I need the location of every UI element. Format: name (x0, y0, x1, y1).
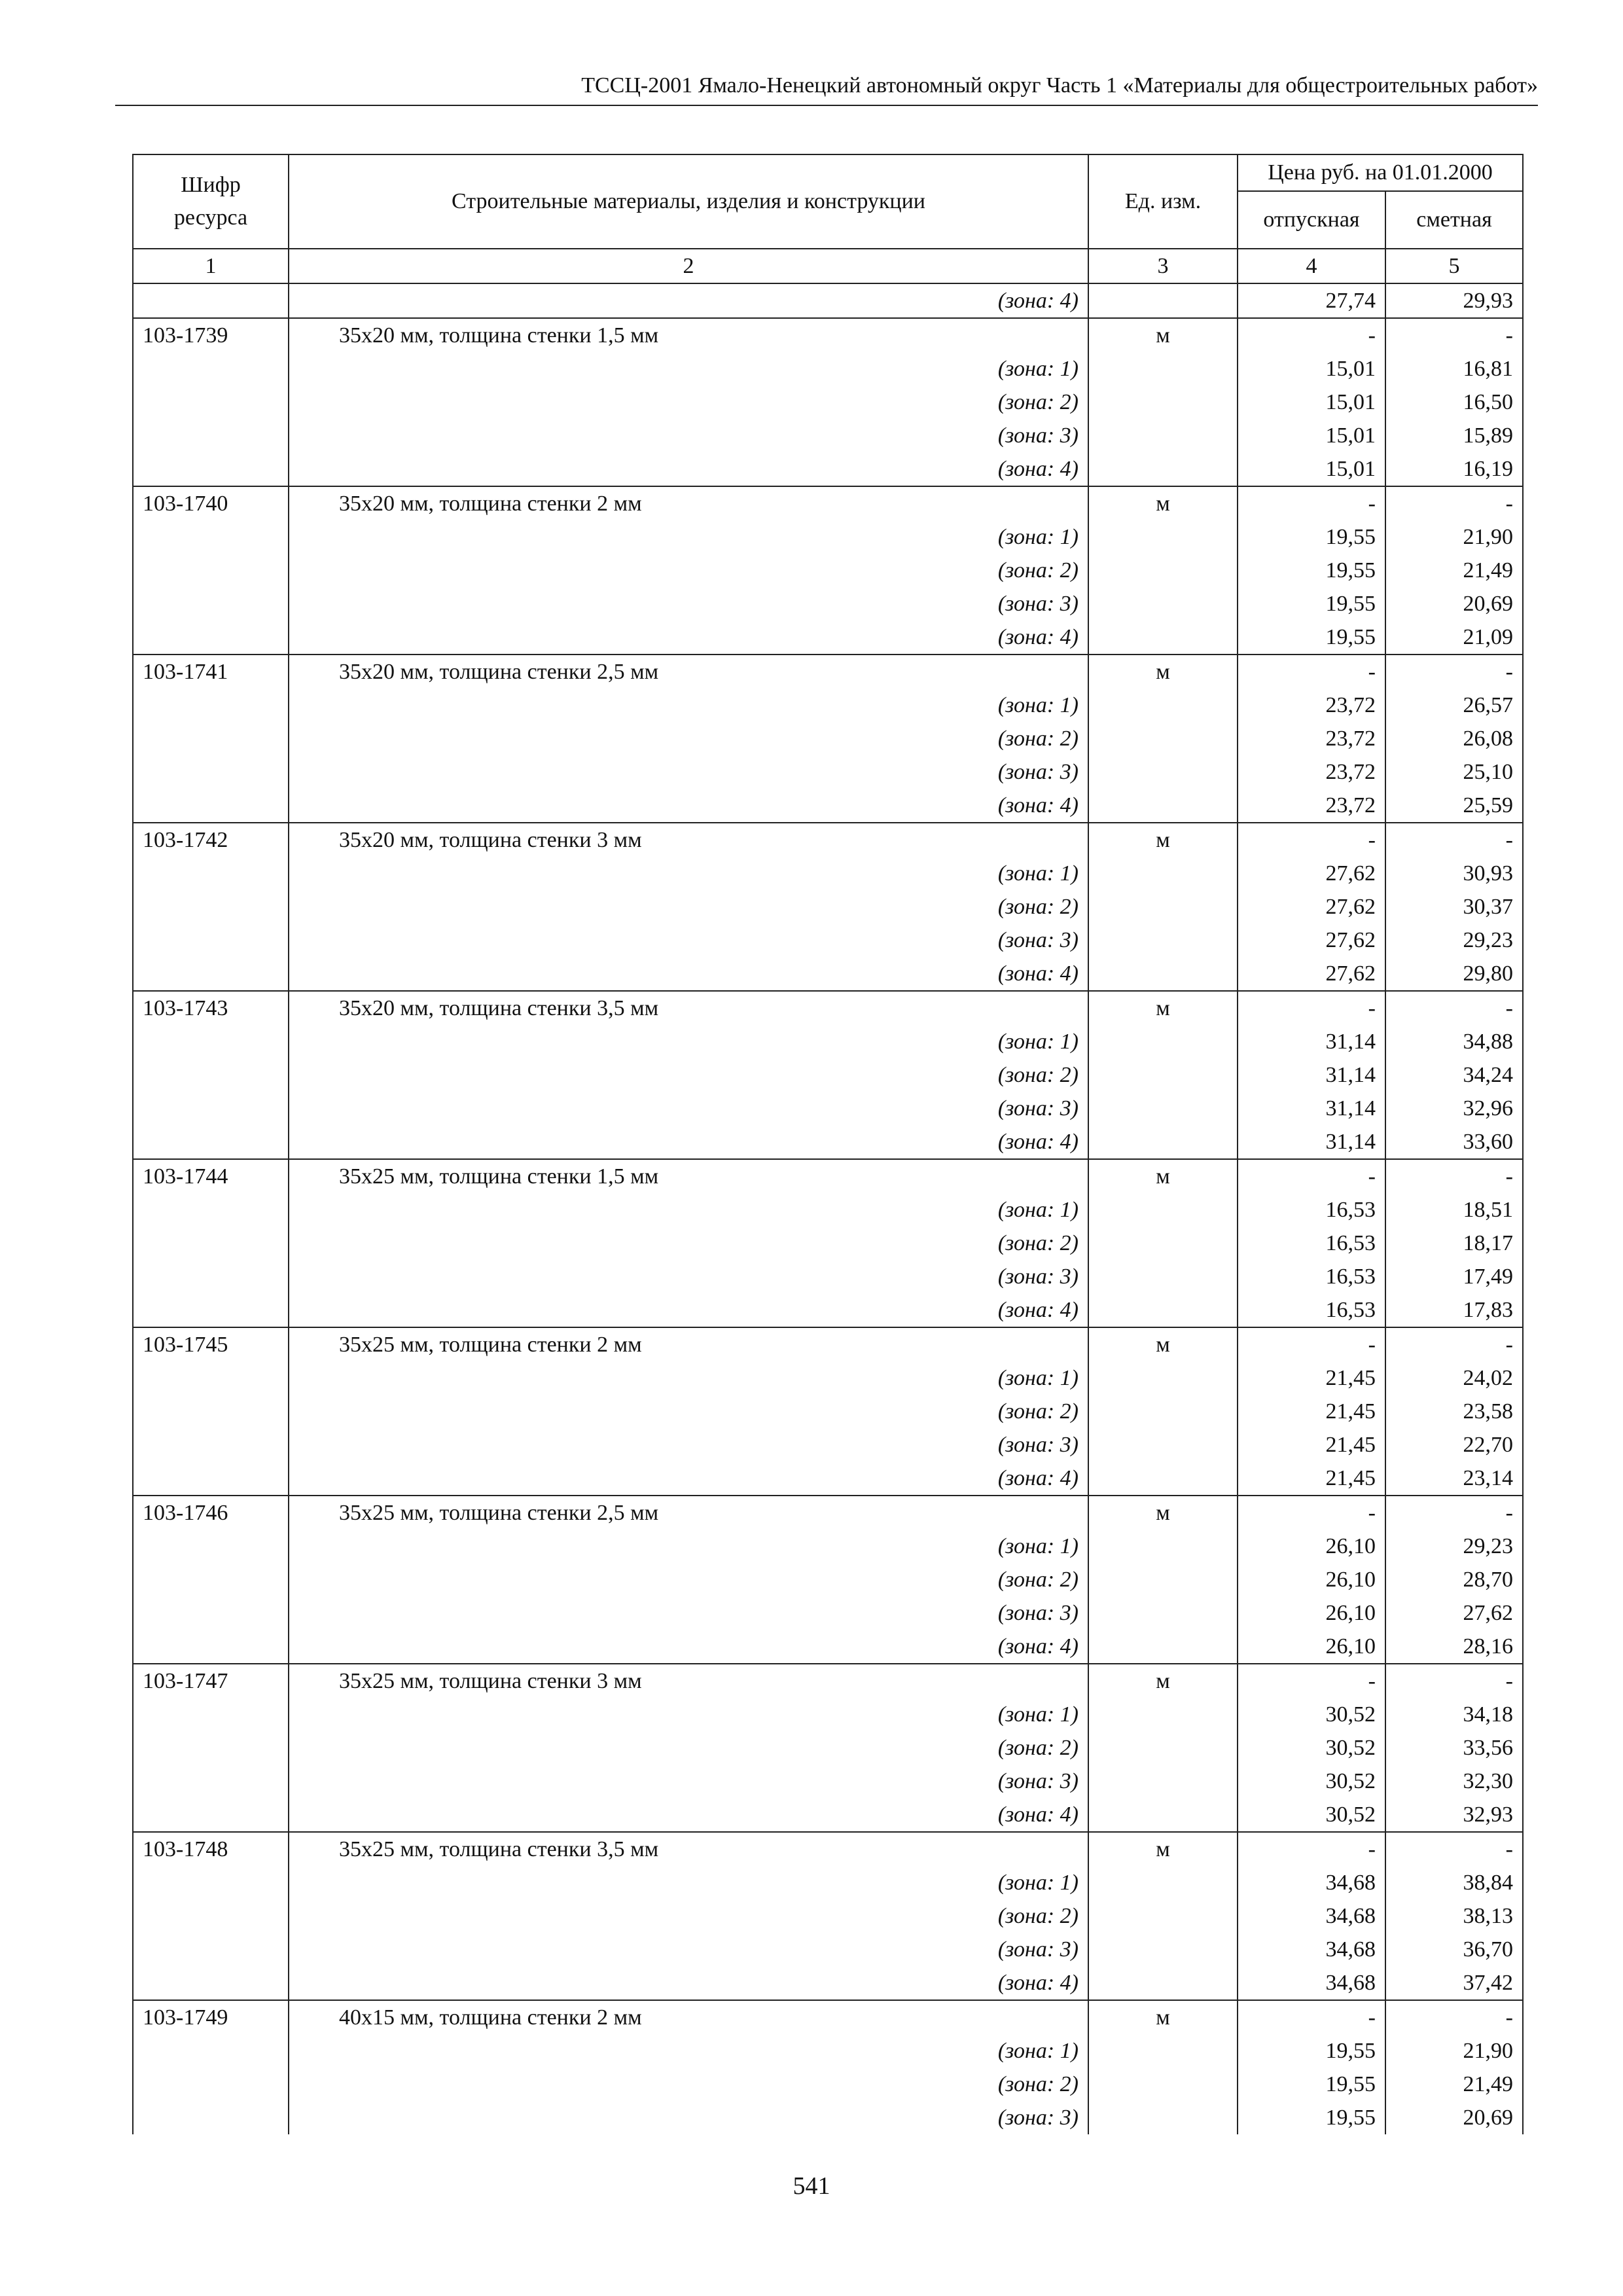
zone-label: (зона: 4) (289, 1293, 1088, 1327)
zone-row (133, 689, 1523, 722)
material-name-cell (289, 1832, 1088, 1866)
estimate-price: 28,70 (1385, 1563, 1523, 1596)
zone-label: (зона: 4) (289, 1462, 1088, 1496)
zone-row (133, 554, 1523, 587)
estimate-price: 33,56 (1385, 1731, 1523, 1765)
unit: м (1088, 1327, 1238, 1361)
zone-row (133, 1193, 1523, 1227)
release-price: 26,10 (1238, 1530, 1385, 1563)
running-header: ТССЦ-2001 Ямало-Ненецкий автономный округ Часть 1 «Материалы для общестроительных работ» (581, 73, 1538, 98)
estimate-price: 17,83 (1385, 1293, 1523, 1327)
estimate-price: 26,08 (1385, 722, 1523, 755)
table-row (133, 823, 1523, 857)
zone-label: (зона: 3) (289, 1596, 1088, 1630)
estimate-price: 29,23 (1385, 924, 1523, 957)
release-price: - (1238, 2000, 1385, 2034)
release-price: 27,62 (1238, 890, 1385, 924)
zone-row (133, 1058, 1523, 1092)
unit: м (1088, 318, 1238, 352)
material-name: 35х25 мм, толщина стенки 2 мм (339, 1332, 642, 1357)
release-price: - (1238, 1159, 1385, 1193)
material-name-cell (289, 486, 1088, 520)
zone-label: (зона: 3) (289, 924, 1088, 957)
release-price: 27,62 (1238, 957, 1385, 991)
col-number: 1 (133, 249, 289, 283)
release-price: - (1238, 1832, 1385, 1866)
resource-code: 103-1739 (133, 318, 289, 352)
estimate-price: 32,93 (1385, 1798, 1523, 1832)
release-price: 19,55 (1238, 2068, 1385, 2101)
estimate-price: 32,96 (1385, 1092, 1523, 1125)
estimate-price: 17,49 (1385, 1260, 1523, 1293)
estimate-price: 34,88 (1385, 1025, 1523, 1058)
zone-label: (зона: 2) (289, 1563, 1088, 1596)
zone-label: (зона: 1) (289, 857, 1088, 890)
release-price: 30,52 (1238, 1798, 1385, 1832)
zone-row (133, 1530, 1523, 1563)
table-row (133, 318, 1523, 352)
resource-code: 103-1744 (133, 1159, 289, 1193)
zone-row (133, 755, 1523, 789)
zone-row (133, 2068, 1523, 2101)
estimate-price: - (1385, 1664, 1523, 1698)
release-price: 21,45 (1238, 1395, 1385, 1428)
estimate-price: 28,16 (1385, 1630, 1523, 1664)
estimate-price: - (1385, 991, 1523, 1025)
zone-row (133, 890, 1523, 924)
zone-label: (зона: 1) (289, 689, 1088, 722)
material-name-cell (289, 2000, 1088, 2034)
material-name-cell (289, 655, 1088, 689)
col-header-release: отпускная (1238, 191, 1385, 249)
release-price: 19,55 (1238, 620, 1385, 655)
table-row (133, 2000, 1523, 2034)
release-price: 23,72 (1238, 789, 1385, 823)
zone-label: (зона: 2) (289, 1395, 1088, 1428)
zone-label: (зона: 4) (289, 452, 1088, 486)
zone-label: (зона: 3) (289, 1092, 1088, 1125)
zone-label: (зона: 3) (289, 1933, 1088, 1966)
release-price: 34,68 (1238, 1899, 1385, 1933)
release-price: 19,55 (1238, 587, 1385, 620)
col-number: 5 (1385, 249, 1523, 283)
release-price: 16,53 (1238, 1260, 1385, 1293)
estimate-price: 23,14 (1385, 1462, 1523, 1496)
estimate-price: 26,57 (1385, 689, 1523, 722)
table-row (133, 1159, 1523, 1193)
release-price: 19,55 (1238, 520, 1385, 554)
zone-label: (зона: 4) (289, 957, 1088, 991)
material-name: 40х15 мм, толщина стенки 2 мм (339, 2005, 642, 2030)
estimate-price: 18,17 (1385, 1227, 1523, 1260)
unit: м (1088, 2000, 1238, 2034)
estimate-price: 24,02 (1385, 1361, 1523, 1395)
zone-label: (зона: 1) (289, 1698, 1088, 1731)
release-price: 26,10 (1238, 1563, 1385, 1596)
zone-row (133, 1395, 1523, 1428)
estimate-price: 29,23 (1385, 1530, 1523, 1563)
zone-label: (зона: 2) (289, 2068, 1088, 2101)
col-number: 3 (1088, 249, 1238, 283)
estimate-price: 18,51 (1385, 1193, 1523, 1227)
resource-code: 103-1747 (133, 1664, 289, 1698)
zone-label: (зона: 3) (289, 1428, 1088, 1462)
zone-row (133, 1866, 1523, 1899)
release-price: 31,14 (1238, 1125, 1385, 1159)
zone-row (133, 1765, 1523, 1798)
zone-label: (зона: 4) (289, 1798, 1088, 1832)
estimate-price: - (1385, 486, 1523, 520)
material-name: 35х25 мм, толщина стенки 1,5 мм (339, 1164, 659, 1189)
zone-row (133, 1798, 1523, 1832)
zone-row (133, 957, 1523, 991)
zone-label: (зона: 2) (289, 386, 1088, 419)
estimate-price: 21,90 (1385, 520, 1523, 554)
estimate-price: - (1385, 823, 1523, 857)
zone-row (133, 587, 1523, 620)
zone-row (133, 1293, 1523, 1327)
zone-row (133, 1933, 1523, 1966)
zone-label: (зона: 4) (289, 283, 1088, 318)
zone-row (133, 620, 1523, 655)
release-price: 31,14 (1238, 1025, 1385, 1058)
unit: м (1088, 1832, 1238, 1866)
release-price: - (1238, 1327, 1385, 1361)
release-price: 34,68 (1238, 1933, 1385, 1966)
zone-row (133, 1596, 1523, 1630)
zone-row (133, 2101, 1523, 2134)
zone-label: (зона: 1) (289, 352, 1088, 386)
zone-row (133, 1563, 1523, 1596)
estimate-price: - (1385, 318, 1523, 352)
zone-row (133, 352, 1523, 386)
release-price: 19,55 (1238, 554, 1385, 587)
zone-label: (зона: 3) (289, 1260, 1088, 1293)
release-price: - (1238, 655, 1385, 689)
unit: м (1088, 486, 1238, 520)
zone-label: (зона: 2) (289, 554, 1088, 587)
estimate-price: 29,93 (1385, 283, 1523, 318)
unit: м (1088, 823, 1238, 857)
zone-row (133, 789, 1523, 823)
resource-code: 103-1742 (133, 823, 289, 857)
estimate-price: - (1385, 1832, 1523, 1866)
resource-code: 103-1746 (133, 1496, 289, 1530)
resource-code: 103-1748 (133, 1832, 289, 1866)
estimate-price: 30,37 (1385, 890, 1523, 924)
estimate-price: 25,59 (1385, 789, 1523, 823)
estimate-price: 23,58 (1385, 1395, 1523, 1428)
table-row (133, 1327, 1523, 1361)
material-name-cell (289, 823, 1088, 857)
release-price: 34,68 (1238, 1866, 1385, 1899)
release-price: 26,10 (1238, 1596, 1385, 1630)
zone-row (133, 1025, 1523, 1058)
release-price: 15,01 (1238, 419, 1385, 452)
zone-row (133, 1227, 1523, 1260)
zone-row (133, 924, 1523, 957)
estimate-price: 29,80 (1385, 957, 1523, 991)
zone-label: (зона: 1) (289, 1866, 1088, 1899)
unit: м (1088, 1664, 1238, 1698)
zone-row (133, 419, 1523, 452)
zone-row (133, 1698, 1523, 1731)
zone-label: (зона: 3) (289, 419, 1088, 452)
zone-label: (зона: 4) (289, 620, 1088, 655)
resource-code: 103-1745 (133, 1327, 289, 1361)
estimate-price: 36,70 (1385, 1933, 1523, 1966)
zone-label: (зона: 4) (289, 1125, 1088, 1159)
zone-row (133, 452, 1523, 486)
zone-row (133, 1092, 1523, 1125)
release-price: - (1238, 1496, 1385, 1530)
estimate-price: 16,19 (1385, 452, 1523, 486)
resource-code: 103-1749 (133, 2000, 289, 2034)
release-price: - (1238, 1664, 1385, 1698)
estimate-price: 22,70 (1385, 1428, 1523, 1462)
release-price: 23,72 (1238, 755, 1385, 789)
resource-code: 103-1740 (133, 486, 289, 520)
table-row (133, 1664, 1523, 1698)
material-name-cell (289, 1664, 1088, 1698)
estimate-price: 16,81 (1385, 352, 1523, 386)
zone-label: (зона: 1) (289, 1361, 1088, 1395)
zone-row (133, 1260, 1523, 1293)
material-name: 35х25 мм, толщина стенки 3,5 мм (339, 1837, 659, 1861)
estimate-price: 34,24 (1385, 1058, 1523, 1092)
release-price: 21,45 (1238, 1428, 1385, 1462)
release-price: - (1238, 823, 1385, 857)
table-body (133, 283, 1523, 2134)
table-row (133, 655, 1523, 689)
estimate-price: 38,84 (1385, 1866, 1523, 1899)
estimate-price: 21,90 (1385, 2034, 1523, 2068)
estimate-price: 15,89 (1385, 419, 1523, 452)
release-price: - (1238, 318, 1385, 352)
estimate-price: 16,50 (1385, 386, 1523, 419)
zone-label: (зона: 1) (289, 1530, 1088, 1563)
table-row (133, 991, 1523, 1025)
col-header-code: Шифр ресурса (133, 154, 289, 249)
zone-label: (зона: 2) (289, 1227, 1088, 1260)
zone-label: (зона: 1) (289, 1193, 1088, 1227)
price-table (132, 154, 1524, 2134)
col-header-name: Строительные материалы, изделия и конструкции (289, 154, 1088, 249)
col-number: 4 (1238, 249, 1385, 283)
release-price: 15,01 (1238, 452, 1385, 486)
material-name: 35х20 мм, толщина стенки 2 мм (339, 491, 642, 516)
zone-label: (зона: 3) (289, 1765, 1088, 1798)
estimate-price: 21,49 (1385, 2068, 1523, 2101)
zone-row (133, 1966, 1523, 2000)
estimate-price: 25,10 (1385, 755, 1523, 789)
zone-row (133, 520, 1523, 554)
release-price: 27,74 (1238, 283, 1385, 318)
zone-row (133, 1731, 1523, 1765)
estimate-price: 38,13 (1385, 1899, 1523, 1933)
estimate-price: - (1385, 655, 1523, 689)
zone-label: (зона: 4) (289, 789, 1088, 823)
estimate-price: - (1385, 1496, 1523, 1530)
col-number: 2 (289, 249, 1088, 283)
header-rule (115, 105, 1538, 106)
estimate-price: 37,42 (1385, 1966, 1523, 2000)
estimate-price: 33,60 (1385, 1125, 1523, 1159)
zone-label: (зона: 1) (289, 2034, 1088, 2068)
zone-row (133, 1125, 1523, 1159)
release-price: 27,62 (1238, 857, 1385, 890)
zone-label: (зона: 1) (289, 520, 1088, 554)
material-name: 35х25 мм, толщина стенки 2,5 мм (339, 1500, 659, 1525)
material-name: 35х20 мм, толщина стенки 3,5 мм (339, 996, 659, 1020)
release-price: 31,14 (1238, 1058, 1385, 1092)
zone-label: (зона: 4) (289, 1630, 1088, 1664)
release-price: 16,53 (1238, 1293, 1385, 1327)
estimate-price: - (1385, 1327, 1523, 1361)
zone-label: (зона: 2) (289, 1731, 1088, 1765)
zone-label: (зона: 1) (289, 1025, 1088, 1058)
estimate-price: 27,62 (1385, 1596, 1523, 1630)
release-price: 15,01 (1238, 386, 1385, 419)
material-name-cell (289, 1496, 1088, 1530)
zone-row (133, 1899, 1523, 1933)
unit: м (1088, 1159, 1238, 1193)
material-name: 35х25 мм, толщина стенки 3 мм (339, 1668, 642, 1693)
zone-label: (зона: 2) (289, 722, 1088, 755)
release-price: 31,14 (1238, 1092, 1385, 1125)
zone-row (133, 857, 1523, 890)
estimate-price: 21,49 (1385, 554, 1523, 587)
carryover-row (133, 283, 1523, 318)
release-price: 23,72 (1238, 722, 1385, 755)
zone-row (133, 386, 1523, 419)
release-price: 23,72 (1238, 689, 1385, 722)
release-price: 30,52 (1238, 1731, 1385, 1765)
zone-label: (зона: 4) (289, 1966, 1088, 2000)
col-header-price-group: Цена руб. на 01.01.2000 (1238, 154, 1523, 191)
zone-row (133, 2034, 1523, 2068)
material-name-cell (289, 991, 1088, 1025)
col-header-estimate: сметная (1385, 191, 1523, 249)
page-number: 541 (793, 2172, 830, 2200)
material-name: 35х20 мм, толщина стенки 1,5 мм (339, 323, 659, 348)
zone-row (133, 1428, 1523, 1462)
material-name-cell (289, 1327, 1088, 1361)
resource-code: 103-1743 (133, 991, 289, 1025)
release-price: 27,62 (1238, 924, 1385, 957)
release-price: 16,53 (1238, 1227, 1385, 1260)
zone-label: (зона: 2) (289, 890, 1088, 924)
unit: м (1088, 1496, 1238, 1530)
material-name-cell (289, 318, 1088, 352)
resource-code: 103-1741 (133, 655, 289, 689)
release-price: 30,52 (1238, 1765, 1385, 1798)
zone-label: (зона: 2) (289, 1899, 1088, 1933)
release-price: - (1238, 486, 1385, 520)
zone-row (133, 722, 1523, 755)
release-price: 21,45 (1238, 1462, 1385, 1496)
zone-label: (зона: 3) (289, 2101, 1088, 2134)
material-name: 35х20 мм, толщина стенки 3 мм (339, 827, 642, 852)
table-row (133, 1832, 1523, 1866)
zone-row (133, 1361, 1523, 1395)
release-price: 34,68 (1238, 1966, 1385, 2000)
release-price: 21,45 (1238, 1361, 1385, 1395)
material-name-cell (289, 1159, 1088, 1193)
release-price: 19,55 (1238, 2034, 1385, 2068)
release-price: 16,53 (1238, 1193, 1385, 1227)
material-name: 35х20 мм, толщина стенки 2,5 мм (339, 659, 659, 684)
release-price: 26,10 (1238, 1630, 1385, 1664)
release-price: 19,55 (1238, 2101, 1385, 2134)
zone-row (133, 1462, 1523, 1496)
estimate-price: 21,09 (1385, 620, 1523, 655)
col-header-unit: Ед. изм. (1088, 154, 1238, 249)
zone-label: (зона: 3) (289, 755, 1088, 789)
table-row (133, 1496, 1523, 1530)
release-price: 30,52 (1238, 1698, 1385, 1731)
estimate-price: 32,30 (1385, 1765, 1523, 1798)
estimate-price: 20,69 (1385, 2101, 1523, 2134)
estimate-price: 34,18 (1385, 1698, 1523, 1731)
unit: м (1088, 655, 1238, 689)
estimate-price: 20,69 (1385, 587, 1523, 620)
zone-label: (зона: 2) (289, 1058, 1088, 1092)
estimate-price: 30,93 (1385, 857, 1523, 890)
zone-row (133, 1630, 1523, 1664)
release-price: 15,01 (1238, 352, 1385, 386)
release-price: - (1238, 991, 1385, 1025)
estimate-price: - (1385, 1159, 1523, 1193)
table-row (133, 486, 1523, 520)
estimate-price: - (1385, 2000, 1523, 2034)
zone-label: (зона: 3) (289, 587, 1088, 620)
unit: м (1088, 991, 1238, 1025)
